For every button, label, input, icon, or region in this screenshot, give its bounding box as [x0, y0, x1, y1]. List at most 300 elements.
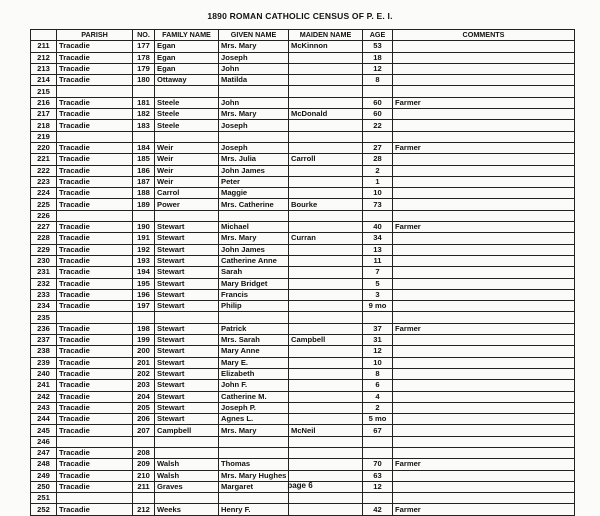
number-cell — [133, 86, 155, 97]
given-name-cell: Sarah — [219, 267, 289, 278]
maiden-name-cell — [289, 120, 363, 131]
given-name-cell — [219, 493, 289, 504]
number-cell: 202 — [133, 368, 155, 379]
family-name-cell: Weir — [155, 154, 219, 165]
comments-cell — [393, 470, 575, 481]
header-rownum — [31, 30, 57, 41]
maiden-name-cell: McKinnon — [289, 41, 363, 52]
age-cell: 11 — [363, 255, 393, 266]
number-cell: 209 — [133, 459, 155, 470]
given-name-cell: Matilda — [219, 75, 289, 86]
given-name-cell: John James — [219, 165, 289, 176]
comments-cell — [393, 267, 575, 278]
header-no: NO. — [133, 30, 155, 41]
given-name-cell: Mrs. Mary — [219, 109, 289, 120]
comments-cell — [393, 312, 575, 323]
maiden-name-cell — [289, 470, 363, 481]
family-name-cell: Stewart — [155, 402, 219, 413]
comments-cell — [393, 188, 575, 199]
comments-cell: Farmer — [393, 323, 575, 334]
comments-cell — [393, 86, 575, 97]
given-name-cell: Mrs. Mary Hughes — [219, 470, 289, 481]
row-number: 218 — [31, 120, 57, 131]
number-cell: 184 — [133, 142, 155, 153]
family-name-cell: Steele — [155, 109, 219, 120]
parish-cell — [57, 312, 133, 323]
maiden-name-cell — [289, 142, 363, 153]
number-cell: 196 — [133, 289, 155, 300]
row-number: 230 — [31, 255, 57, 266]
maiden-name-cell — [289, 222, 363, 233]
age-cell: 70 — [363, 459, 393, 470]
given-name-cell: Michael — [219, 222, 289, 233]
family-name-cell: Stewart — [155, 244, 219, 255]
given-name-cell: Joseph P. — [219, 402, 289, 413]
comments-cell — [393, 199, 575, 210]
given-name-cell: Mary E. — [219, 357, 289, 368]
number-cell — [133, 210, 155, 221]
parish-cell: Tracadie — [57, 176, 133, 187]
table-row — [31, 176, 575, 187]
age-cell: 37 — [363, 323, 393, 334]
number-cell: 191 — [133, 233, 155, 244]
family-name-cell: Ottaway — [155, 75, 219, 86]
parish-cell: Tracadie — [57, 75, 133, 86]
given-name-cell: Mrs. Mary — [219, 425, 289, 436]
family-name-cell: Stewart — [155, 414, 219, 425]
given-name-cell: John F. — [219, 380, 289, 391]
comments-cell — [393, 278, 575, 289]
table-row — [31, 289, 575, 300]
row-number: 221 — [31, 154, 57, 165]
age-cell: 6 — [363, 380, 393, 391]
comments-cell — [393, 402, 575, 413]
family-name-cell: Steele — [155, 97, 219, 108]
row-number: 225 — [31, 199, 57, 210]
row-number: 212 — [31, 52, 57, 63]
parish-cell: Tracadie — [57, 414, 133, 425]
comments-cell — [393, 176, 575, 187]
age-cell — [363, 493, 393, 504]
age-cell: 40 — [363, 222, 393, 233]
age-cell: 8 — [363, 75, 393, 86]
number-cell: 178 — [133, 52, 155, 63]
table-row — [31, 233, 575, 244]
row-number: 235 — [31, 312, 57, 323]
given-name-cell: Joseph — [219, 142, 289, 153]
parish-cell: Tracadie — [57, 142, 133, 153]
row-number: 242 — [31, 391, 57, 402]
row-number: 231 — [31, 267, 57, 278]
comments-cell — [393, 210, 575, 221]
number-cell: 203 — [133, 380, 155, 391]
row-number: 238 — [31, 346, 57, 357]
comments-cell: Farmer — [393, 97, 575, 108]
number-cell: 201 — [133, 357, 155, 368]
given-name-cell: Philip — [219, 301, 289, 312]
comments-cell — [393, 425, 575, 436]
row-number: 243 — [31, 402, 57, 413]
given-name-cell: Mrs. Catherine — [219, 199, 289, 210]
maiden-name-cell: Curran — [289, 233, 363, 244]
comments-cell — [393, 109, 575, 120]
row-number: 246 — [31, 436, 57, 447]
row-number: 244 — [31, 414, 57, 425]
parish-cell: Tracadie — [57, 425, 133, 436]
parish-cell: Tracadie — [57, 222, 133, 233]
table-row — [31, 391, 575, 402]
table-row — [31, 97, 575, 108]
family-name-cell: Stewart — [155, 301, 219, 312]
number-cell — [133, 312, 155, 323]
parish-cell: Tracadie — [57, 199, 133, 210]
number-cell: 186 — [133, 165, 155, 176]
row-number: 211 — [31, 41, 57, 52]
age-cell: 18 — [363, 52, 393, 63]
comments-cell — [393, 447, 575, 458]
table-row — [31, 41, 575, 52]
header-given-name: GIVEN NAME — [219, 30, 289, 41]
number-cell: 185 — [133, 154, 155, 165]
parish-cell: Tracadie — [57, 470, 133, 481]
maiden-name-cell — [289, 75, 363, 86]
row-number: 252 — [31, 504, 57, 515]
parish-cell: Tracadie — [57, 402, 133, 413]
maiden-name-cell — [289, 289, 363, 300]
page-title: 1890 ROMAN CATHOLIC CENSUS OF P. E. I. — [207, 11, 393, 21]
number-cell: 199 — [133, 335, 155, 346]
given-name-cell — [219, 210, 289, 221]
table-row — [31, 368, 575, 379]
parish-cell: Tracadie — [57, 391, 133, 402]
family-name-cell: Stewart — [155, 222, 219, 233]
row-number: 227 — [31, 222, 57, 233]
number-cell: 212 — [133, 504, 155, 515]
family-name-cell — [155, 210, 219, 221]
comments-cell — [393, 436, 575, 447]
row-number: 228 — [31, 233, 57, 244]
number-cell: 188 — [133, 188, 155, 199]
maiden-name-cell — [289, 301, 363, 312]
given-name-cell: Agnes L. — [219, 414, 289, 425]
maiden-name-cell — [289, 459, 363, 470]
age-cell: 3 — [363, 289, 393, 300]
parish-cell: Tracadie — [57, 459, 133, 470]
number-cell: 195 — [133, 278, 155, 289]
maiden-name-cell — [289, 414, 363, 425]
parish-cell: Tracadie — [57, 154, 133, 165]
family-name-cell: Power — [155, 199, 219, 210]
given-name-cell: Mrs. Mary — [219, 233, 289, 244]
maiden-name-cell — [289, 176, 363, 187]
maiden-name-cell — [289, 267, 363, 278]
age-cell: 10 — [363, 188, 393, 199]
table-row — [31, 312, 575, 323]
parish-cell — [57, 131, 133, 142]
maiden-name-cell — [289, 52, 363, 63]
number-cell: 205 — [133, 402, 155, 413]
family-name-cell: Stewart — [155, 289, 219, 300]
comments-cell — [393, 154, 575, 165]
census-rows — [31, 41, 575, 515]
maiden-name-cell — [289, 97, 363, 108]
given-name-cell: Thomas — [219, 459, 289, 470]
number-cell: 198 — [133, 323, 155, 334]
family-name-cell — [155, 447, 219, 458]
table-row — [31, 414, 575, 425]
number-cell: 194 — [133, 267, 155, 278]
maiden-name-cell — [289, 210, 363, 221]
age-cell: 7 — [363, 267, 393, 278]
maiden-name-cell — [289, 493, 363, 504]
row-number: 237 — [31, 335, 57, 346]
table-row — [31, 222, 575, 233]
parish-cell: Tracadie — [57, 41, 133, 52]
maiden-name-cell: Carroll — [289, 154, 363, 165]
comments-cell — [393, 289, 575, 300]
family-name-cell: Stewart — [155, 391, 219, 402]
row-number: 233 — [31, 289, 57, 300]
row-number: 216 — [31, 97, 57, 108]
parish-cell: Tracadie — [57, 120, 133, 131]
table-row — [31, 447, 575, 458]
age-cell: 67 — [363, 425, 393, 436]
comments-cell — [393, 233, 575, 244]
given-name-cell: Elizabeth — [219, 368, 289, 379]
table-row — [31, 63, 575, 74]
table-row — [31, 380, 575, 391]
maiden-name-cell — [289, 188, 363, 199]
table-row — [31, 335, 575, 346]
age-cell — [363, 210, 393, 221]
parish-cell: Tracadie — [57, 504, 133, 515]
row-number: 240 — [31, 368, 57, 379]
comments-cell: Farmer — [393, 459, 575, 470]
comments-cell — [393, 301, 575, 312]
table-row — [31, 109, 575, 120]
row-number: 247 — [31, 447, 57, 458]
age-cell: 9 mo — [363, 301, 393, 312]
number-cell: 206 — [133, 414, 155, 425]
given-name-cell: Mary Bridget — [219, 278, 289, 289]
family-name-cell: Weir — [155, 142, 219, 153]
number-cell: 183 — [133, 120, 155, 131]
table-row — [31, 425, 575, 436]
age-cell: 60 — [363, 109, 393, 120]
given-name-cell: Mrs. Julia — [219, 154, 289, 165]
table-row — [31, 346, 575, 357]
maiden-name-cell — [289, 86, 363, 97]
maiden-name-cell — [289, 165, 363, 176]
table-row — [31, 459, 575, 470]
family-name-cell: Campbell — [155, 425, 219, 436]
maiden-name-cell — [289, 380, 363, 391]
census-table — [30, 29, 575, 516]
family-name-cell: Stewart — [155, 323, 219, 334]
header-family-name: FAMILY NAME — [155, 30, 219, 41]
parish-cell: Tracadie — [57, 323, 133, 334]
parish-cell: Tracadie — [57, 109, 133, 120]
row-number: 224 — [31, 188, 57, 199]
row-number: 248 — [31, 459, 57, 470]
maiden-name-cell — [289, 402, 363, 413]
comments-cell: Farmer — [393, 142, 575, 153]
number-cell: 181 — [133, 97, 155, 108]
table-row — [31, 165, 575, 176]
family-name-cell: Egan — [155, 63, 219, 74]
given-name-cell: Joseph — [219, 120, 289, 131]
given-name-cell — [219, 86, 289, 97]
maiden-name-cell — [289, 244, 363, 255]
family-name-cell — [155, 312, 219, 323]
parish-cell: Tracadie — [57, 165, 133, 176]
parish-cell: Tracadie — [57, 97, 133, 108]
comments-cell — [393, 335, 575, 346]
parish-cell: Tracadie — [57, 301, 133, 312]
age-cell: 8 — [363, 368, 393, 379]
parish-cell: Tracadie — [57, 278, 133, 289]
age-cell: 12 — [363, 346, 393, 357]
row-number: 250 — [31, 481, 57, 492]
comments-cell — [393, 131, 575, 142]
given-name-cell: Mrs. Mary — [219, 41, 289, 52]
header-maiden-name: MAIDEN NAME — [289, 30, 363, 41]
number-cell: 210 — [133, 470, 155, 481]
page-number: page 6 — [287, 481, 313, 490]
age-cell: 42 — [363, 504, 393, 515]
age-cell: 63 — [363, 470, 393, 481]
row-number: 223 — [31, 176, 57, 187]
age-cell: 5 mo — [363, 414, 393, 425]
table-row — [31, 52, 575, 63]
header-age: AGE — [363, 30, 393, 41]
row-number: 220 — [31, 142, 57, 153]
given-name-cell: John — [219, 63, 289, 74]
row-number: 214 — [31, 75, 57, 86]
number-cell — [133, 131, 155, 142]
comments-cell — [393, 75, 575, 86]
row-number: 215 — [31, 86, 57, 97]
row-number: 213 — [31, 63, 57, 74]
family-name-cell: Weir — [155, 165, 219, 176]
age-cell: 1 — [363, 176, 393, 187]
comments-cell — [393, 346, 575, 357]
table-row — [31, 142, 575, 153]
number-cell: 177 — [133, 41, 155, 52]
maiden-name-cell — [289, 131, 363, 142]
age-cell: 60 — [363, 97, 393, 108]
comments-cell — [393, 391, 575, 402]
table-row — [31, 504, 575, 515]
comments-cell — [393, 52, 575, 63]
age-cell: 53 — [363, 41, 393, 52]
age-cell: 34 — [363, 233, 393, 244]
table-row — [31, 210, 575, 221]
parish-cell: Tracadie — [57, 368, 133, 379]
parish-cell: Tracadie — [57, 267, 133, 278]
given-name-cell — [219, 447, 289, 458]
maiden-name-cell: Bourke — [289, 199, 363, 210]
parish-cell: Tracadie — [57, 447, 133, 458]
parish-cell: Tracadie — [57, 63, 133, 74]
row-number: 222 — [31, 165, 57, 176]
age-cell — [363, 447, 393, 458]
comments-cell — [393, 255, 575, 266]
age-cell: 10 — [363, 357, 393, 368]
row-number: 236 — [31, 323, 57, 334]
table-row — [31, 493, 575, 504]
row-number: 234 — [31, 301, 57, 312]
family-name-cell — [155, 131, 219, 142]
table-row — [31, 244, 575, 255]
row-number: 251 — [31, 493, 57, 504]
table-row — [31, 154, 575, 165]
parish-cell — [57, 210, 133, 221]
family-name-cell: Steele — [155, 120, 219, 131]
age-cell: 13 — [363, 244, 393, 255]
family-name-cell — [155, 436, 219, 447]
family-name-cell: Stewart — [155, 335, 219, 346]
comments-cell: Farmer — [393, 504, 575, 515]
row-number: 217 — [31, 109, 57, 120]
family-name-cell — [155, 493, 219, 504]
comments-cell — [393, 244, 575, 255]
parish-cell: Tracadie — [57, 255, 133, 266]
comments-cell — [393, 368, 575, 379]
maiden-name-cell: McNeil — [289, 425, 363, 436]
number-cell: 207 — [133, 425, 155, 436]
comments-cell — [393, 165, 575, 176]
parish-cell — [57, 86, 133, 97]
parish-cell: Tracadie — [57, 52, 133, 63]
age-cell: 27 — [363, 142, 393, 153]
table-row — [31, 470, 575, 481]
header-parish: PARISH — [57, 30, 133, 41]
table-row — [31, 278, 575, 289]
family-name-cell — [155, 86, 219, 97]
maiden-name-cell — [289, 447, 363, 458]
comments-cell — [393, 41, 575, 52]
family-name-cell: Stewart — [155, 357, 219, 368]
table-row — [31, 357, 575, 368]
age-cell: 2 — [363, 402, 393, 413]
age-cell: 12 — [363, 481, 393, 492]
number-cell — [133, 493, 155, 504]
comments-cell — [393, 357, 575, 368]
maiden-name-cell — [289, 368, 363, 379]
table-row — [31, 86, 575, 97]
maiden-name-cell — [289, 312, 363, 323]
comments-cell: Farmer — [393, 222, 575, 233]
table-row — [31, 267, 575, 278]
given-name-cell: Henry F. — [219, 504, 289, 515]
table-row — [31, 120, 575, 131]
table-row — [31, 75, 575, 86]
parish-cell: Tracadie — [57, 244, 133, 255]
number-cell: 211 — [133, 481, 155, 492]
age-cell: 4 — [363, 391, 393, 402]
maiden-name-cell — [289, 278, 363, 289]
maiden-name-cell — [289, 323, 363, 334]
given-name-cell: Mrs. Sarah — [219, 335, 289, 346]
family-name-cell: Weeks — [155, 504, 219, 515]
number-cell: 182 — [133, 109, 155, 120]
header-row — [31, 30, 575, 41]
given-name-cell: Margaret — [219, 481, 289, 492]
age-cell: 22 — [363, 120, 393, 131]
parish-cell: Tracadie — [57, 289, 133, 300]
table-row — [31, 301, 575, 312]
